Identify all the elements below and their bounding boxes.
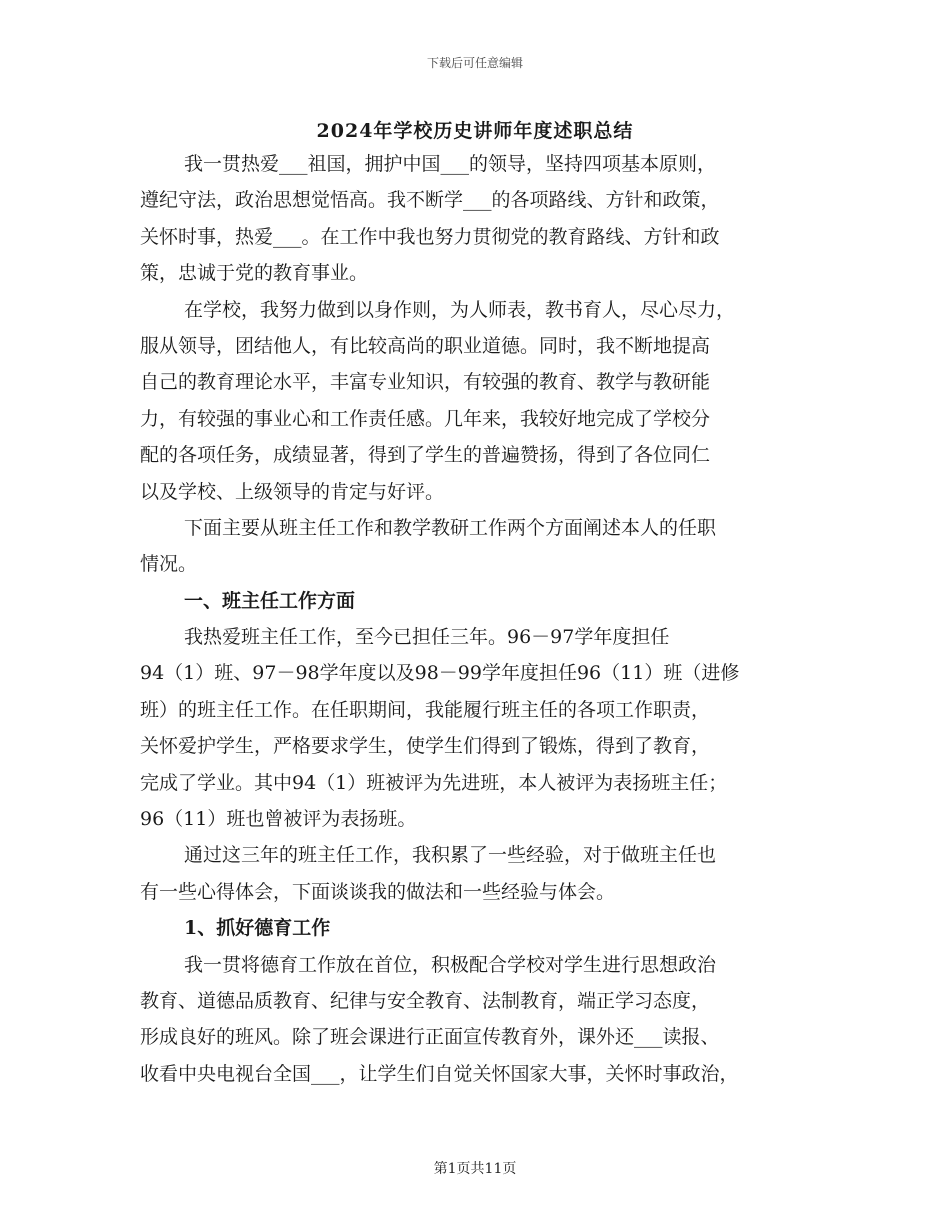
paragraph-line: 有一些心得体会，下面谈谈我的做法和一些经验与体会。 <box>140 880 616 903</box>
paragraph-line: 服从领导，团结他人，有比较高尚的职业道德。同时，我不断地提高 <box>140 334 711 357</box>
paragraph-line: 96（11）班也曾被评为表扬班。 <box>140 808 417 831</box>
paragraph-line: 关怀爱护学生，严格要求学生，使学生们得到了锻炼，得到了教育， <box>140 735 711 758</box>
paragraph-line: 形成良好的班风。除了班会课进行正面宣传教育外，课外还___读报、 <box>140 1026 720 1049</box>
paragraph-line: 情况。 <box>140 553 198 576</box>
paragraph-line: 完成了学业。其中94（1）班被评为先进班，本人被评为表扬班主任； <box>140 771 728 794</box>
paragraph-line: 教育、道德品质教育、纪律与安全教育、法制教育，端正学习态度， <box>140 989 711 1012</box>
paragraph-line: 以及学校、上级领导的肯定与好评。 <box>140 480 445 503</box>
paragraph-line: 配的各项任务，成绩显著，得到了学生的普遍赞扬，得到了各位同仁 <box>140 444 711 467</box>
paragraph-line: 94（1）班、97－98学年度以及98－99学年度担任96（11）班（进修 <box>140 662 740 685</box>
paragraph-line: 班）的班主任工作。在任职期间，我能履行班主任的各项工作职责， <box>140 698 711 721</box>
paragraph-line: 我热爱班主任工作，至今已担任三年。96－97学年度担任 <box>184 626 670 649</box>
paragraph-line: 自己的教育理论水平，丰富专业知识，有较强的教育、教学与教研能 <box>140 371 711 394</box>
paragraph-line: 策，忠诚于党的教育事业。 <box>140 262 369 285</box>
paragraph-line: 遵纪守法，政治思想觉悟高。我不断学___的各项路线、方针和政策， <box>140 189 720 212</box>
paragraph-line: 关怀时事，热爱___。在工作中我也努力贯彻党的教育路线、方针和政 <box>140 225 720 248</box>
paragraph-line: 我一贯热爱___祖国，拥护中国___的领导，坚持四项基本原则， <box>184 153 717 175</box>
document-title: 2024年学校历史讲师年度述职总结 <box>316 120 634 142</box>
subsection-heading: 1、抓好德育工作 <box>184 917 331 940</box>
section-heading: 一、班主任工作方面 <box>184 589 356 612</box>
header-note: 下载后可任意编辑 <box>426 56 523 70</box>
paragraph-line: 下面主要从班主任工作和教学教研工作两个方面阐述本人的任职 <box>184 516 717 539</box>
paragraph-line: 收看中央电视台全国___，让学生们自觉关怀国家大事，关怀时事政治， <box>140 1062 739 1085</box>
page-footer: 第1页共11页 <box>433 1161 517 1177</box>
paragraph-line: 在学校，我努力做到以身作则，为人师表，教书育人，尽心尽力， <box>184 298 736 321</box>
document-body <box>140 146 810 1092</box>
paragraph-line: 通过这三年的班主任工作，我积累了一些经验，对于做班主任也 <box>184 844 717 867</box>
paragraph-line: 力，有较强的事业心和工作责任感。几年来，我较好地完成了学校分 <box>140 407 711 430</box>
paragraph-line: 我一贯将德育工作放在首位，积极配合学校对学生进行思想政治 <box>184 953 717 976</box>
